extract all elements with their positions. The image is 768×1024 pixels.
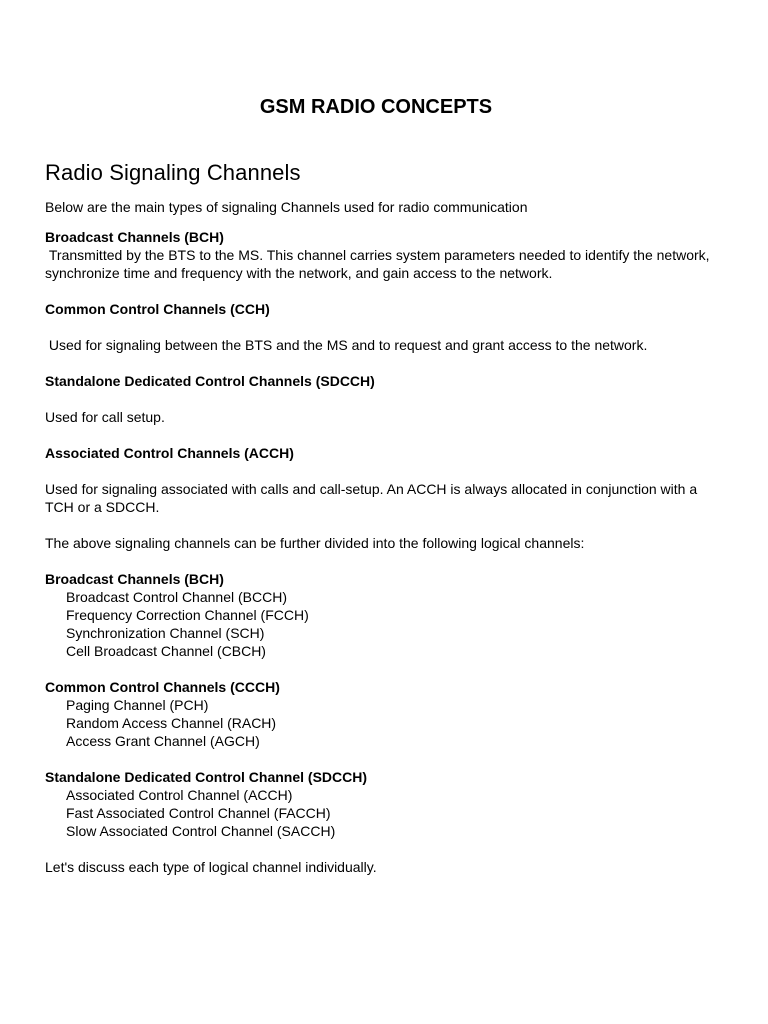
bch-description: Transmitted by the BTS to the MS. This channel carries system parameters needed to identify the network, synchronize time and frequency with the network, and gain access to the network.	[45, 247, 714, 281]
list-item: Associated Control Channel (ACCH)	[66, 787, 293, 803]
list-item: Random Access Channel (RACH)	[66, 715, 277, 731]
intro-paragraph: Below are the main types of signaling Channels used for radio communication	[45, 199, 528, 215]
group-heading: Common Control Channels (CCCH)	[45, 679, 280, 695]
cch-heading: Common Control Channels (CCH)	[45, 301, 270, 317]
list-item: Slow Associated Control Channel (SACCH)	[66, 823, 336, 839]
list-item: Broadcast Control Channel (BCCH)	[66, 589, 287, 605]
list-item: Frequency Correction Channel (FCCH)	[66, 607, 309, 623]
bch-heading: Broadcast Channels (BCH)	[45, 229, 224, 245]
acch-heading: Associated Control Channels (ACCH)	[45, 445, 294, 461]
cch-description: Used for signaling between the BTS and the MS and to request and grant access to the network.	[45, 337, 648, 353]
group-heading: Standalone Dedicated Control Channel (SDCCH)	[45, 769, 368, 785]
sdcch-description: Used for call setup.	[45, 409, 165, 425]
closing-paragraph: Let's discuss each type of logical channel individually.	[45, 859, 377, 875]
division-intro: The above signaling channels can be further divided into the following logical channels:	[45, 535, 585, 551]
section-heading: Radio Signaling Channels	[45, 160, 301, 185]
list-item: Paging Channel (PCH)	[66, 697, 209, 713]
document-title: GSM RADIO CONCEPTS	[259, 96, 493, 118]
sdcch-heading: Standalone Dedicated Control Channels (SDCCH)	[45, 373, 375, 389]
document-body	[45, 158, 725, 876]
group-heading: Broadcast Channels (BCH)	[45, 571, 224, 587]
list-item: Synchronization Channel (SCH)	[66, 625, 265, 641]
list-item: Cell Broadcast Channel (CBCH)	[66, 643, 266, 659]
acch-description: Used for signaling associated with calls and call-setup. An ACCH is always allocated in conjunction with a TCH or a SDCCH.	[45, 481, 698, 515]
list-item: Fast Associated Control Channel (FACCH)	[66, 805, 331, 821]
list-item: Access Grant Channel (AGCH)	[66, 733, 260, 749]
